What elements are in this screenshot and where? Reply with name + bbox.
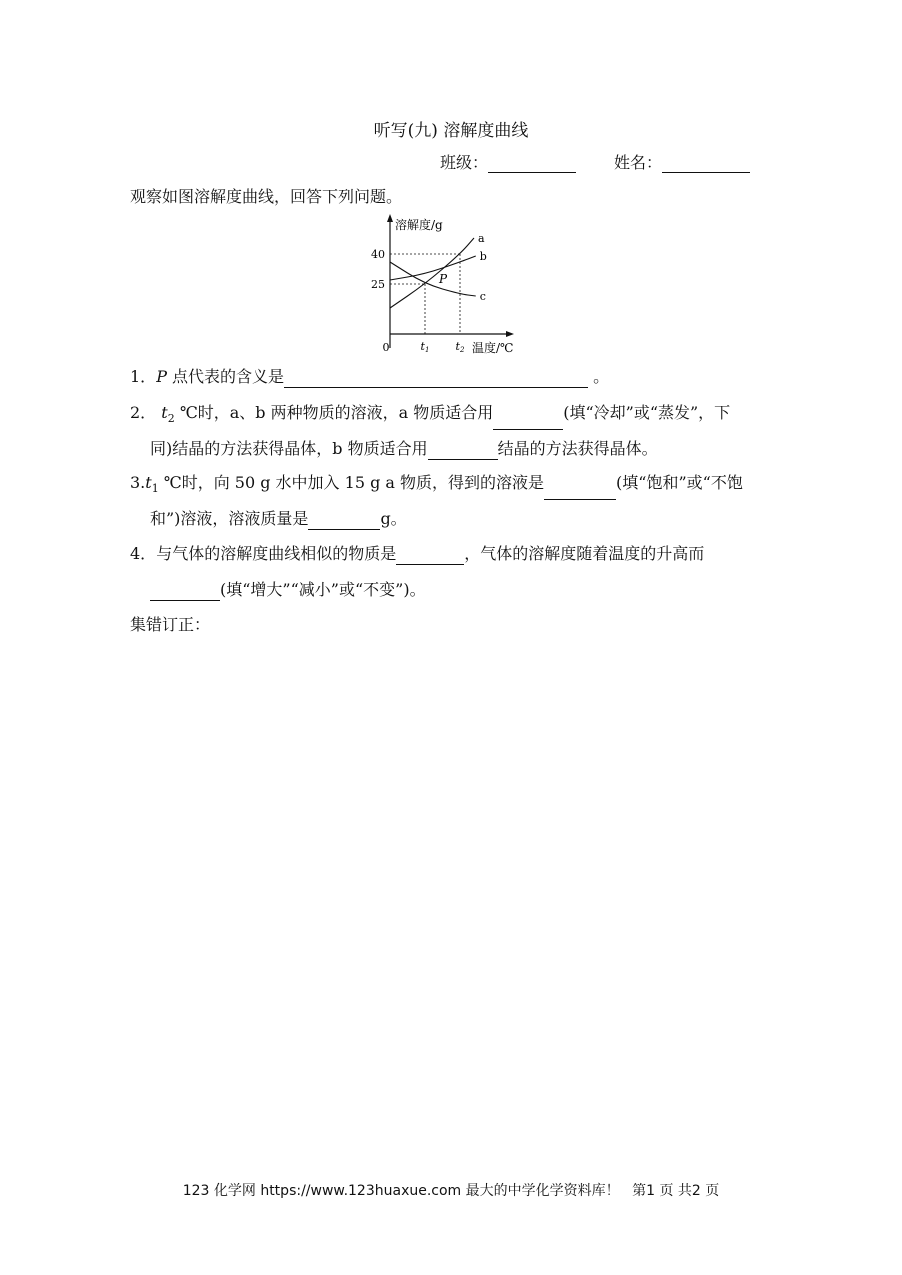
q3-text-b: (填“饱和”或“不饱 bbox=[616, 473, 743, 492]
q4-text-c: (填“增大”“减小”或“不变”)。 bbox=[220, 580, 426, 599]
q2-sub: 2 bbox=[167, 412, 175, 426]
q4-answer-blank-b[interactable] bbox=[150, 582, 220, 601]
footer-site: 123 化学网 https://www.123huaxue.com 最大的中学化学资料库！ bbox=[182, 1183, 620, 1199]
q2-t: t bbox=[161, 403, 168, 422]
chart-axes bbox=[387, 214, 514, 348]
origin-label: 0 bbox=[382, 341, 390, 354]
point-p-label: P bbox=[439, 272, 448, 286]
y-tick-label: 25 bbox=[371, 278, 385, 291]
class-name-line bbox=[440, 150, 750, 173]
q4-number: 4． bbox=[130, 544, 157, 563]
q4-text-b: ，气体的溶解度随着温度的升高而 bbox=[464, 544, 705, 563]
q2-text-c: 同)结晶的方法获得晶体，b 物质适合用 bbox=[150, 439, 428, 458]
question-3-line-1 bbox=[130, 472, 743, 500]
solubility-chart bbox=[370, 212, 530, 360]
q1-point-p: P bbox=[156, 367, 167, 386]
q3-text-d: g。 bbox=[380, 509, 407, 528]
q1-text: 点代表的含义是 bbox=[172, 367, 285, 386]
question-4-line-2 bbox=[150, 579, 426, 601]
q3-number: 3. bbox=[130, 473, 146, 492]
q3-answer-blank-b[interactable] bbox=[308, 511, 380, 530]
q1-number: 1． bbox=[130, 367, 157, 386]
q4-answer-blank-a[interactable] bbox=[396, 546, 464, 565]
question-2-line-2 bbox=[150, 438, 658, 460]
q2-text-d: 结晶的方法获得晶体。 bbox=[497, 439, 658, 458]
class-label: 班级： bbox=[440, 153, 489, 172]
q2-number: 2． bbox=[130, 403, 157, 422]
y-axis-label: 溶解度/g bbox=[395, 218, 443, 232]
q3-sub: 1 bbox=[151, 482, 159, 496]
q3-text-c: 和”)溶液，溶液质量是 bbox=[150, 509, 309, 528]
q1-end: 。 bbox=[593, 367, 610, 386]
page-footer bbox=[0, 1180, 902, 1200]
question-3-line-2 bbox=[150, 508, 407, 530]
series-label-a: a bbox=[478, 232, 485, 245]
q2-text-b: (填“冷却”或“蒸发”，下 bbox=[563, 403, 731, 422]
correction-label: 集错订正： bbox=[130, 615, 211, 634]
chart-series bbox=[390, 232, 487, 308]
q3-t: t bbox=[145, 473, 152, 492]
question-1 bbox=[130, 366, 609, 388]
intro-text: 观察如图溶解度曲线，回答下列问题。 bbox=[130, 187, 403, 206]
q4-text-a: 与气体的溶解度曲线相似的物质是 bbox=[156, 544, 397, 563]
x-tick-label-t2: t2 bbox=[455, 340, 465, 354]
class-blank[interactable] bbox=[488, 154, 576, 173]
page-title: 听写(九) 溶解度曲线 bbox=[373, 121, 529, 141]
question-4-line-1 bbox=[130, 543, 704, 565]
series-label-b: b bbox=[479, 250, 487, 263]
y-tick-label: 40 bbox=[371, 248, 385, 261]
name-label: 姓名： bbox=[614, 153, 663, 172]
x-axis-arrow bbox=[506, 331, 514, 337]
question-2-line-1 bbox=[130, 402, 730, 430]
x-tick-label-t1: t1 bbox=[420, 340, 430, 354]
footer-page: 第1 页 共2 页 bbox=[632, 1183, 720, 1199]
name-blank[interactable] bbox=[662, 154, 750, 173]
q2-answer-blank-b[interactable] bbox=[428, 441, 498, 460]
q1-answer-blank[interactable] bbox=[284, 369, 588, 388]
q2-answer-blank-a[interactable] bbox=[493, 411, 563, 430]
series-label-c: c bbox=[479, 290, 486, 303]
series-line-c bbox=[390, 262, 476, 296]
q3-text-a: ℃时，向 50 g 水中加入 15 g a 物质，得到的溶液是 bbox=[163, 473, 545, 492]
q2-text-a: ℃时，a、b 两种物质的溶液，a 物质适合用 bbox=[179, 403, 494, 422]
q3-answer-blank-a[interactable] bbox=[544, 481, 616, 500]
series-line-a bbox=[390, 238, 474, 308]
x-axis-label: 温度/℃ bbox=[472, 341, 514, 355]
y-axis-arrow bbox=[387, 214, 393, 222]
